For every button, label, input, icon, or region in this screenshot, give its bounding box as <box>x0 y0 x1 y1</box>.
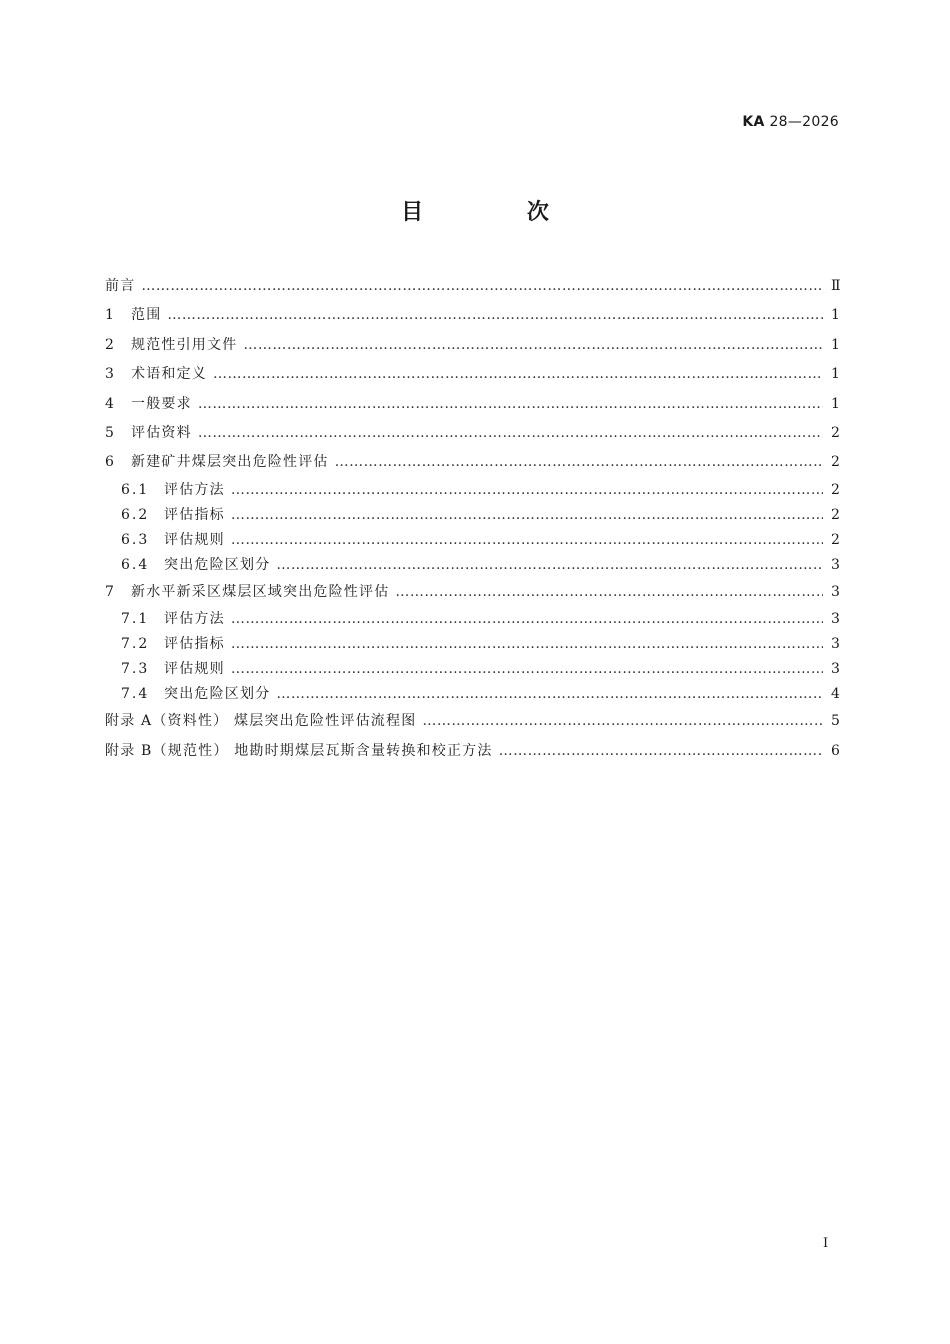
toc-entry-label: 一般要求 <box>131 395 192 412</box>
toc-entry-page: 2 <box>831 481 840 498</box>
toc-entry-label: 突出危险区划分 <box>164 686 271 703</box>
toc-leader <box>198 390 823 419</box>
toc-entry-number: 7.3 <box>121 661 150 678</box>
toc-entry-number: 6.4 <box>121 556 150 573</box>
toc-entry-2[interactable] <box>105 331 839 360</box>
toc-entry-label: 评估方法 <box>164 611 225 628</box>
toc-entry-number: 6.1 <box>121 481 150 498</box>
toc-entry-page: 3 <box>831 556 840 573</box>
document-code-prefix: KA <box>742 114 765 130</box>
toc-entry-label: 评估规则 <box>164 661 225 678</box>
toc-leader <box>276 553 823 578</box>
toc-leader <box>213 360 823 389</box>
toc-entry-label: 评估方法 <box>164 481 225 498</box>
toc-entry-7-2[interactable] <box>105 632 839 657</box>
toc-entry-page: 3 <box>831 636 840 653</box>
toc-entry-page: 1 <box>831 307 840 324</box>
toc-leader <box>276 682 823 707</box>
toc-entry-number: 6.3 <box>121 531 150 548</box>
toc-entry-page: 2 <box>831 424 840 441</box>
toc-entry-page: Ⅱ <box>831 278 841 294</box>
toc-entry-label: 评估指标 <box>164 506 225 523</box>
toc-entry-label: 术语和定义 <box>131 366 207 383</box>
toc-entry-label: 新水平新采区煤层区域突出危险性评估 <box>131 583 390 600</box>
toc-entry-foreword[interactable] <box>105 272 839 301</box>
toc-entry-page: 3 <box>831 661 840 678</box>
toc-entry-number: 7 <box>105 583 116 600</box>
toc-leader <box>231 528 823 553</box>
toc-entry-5[interactable] <box>105 419 839 448</box>
toc-entry-page: 2 <box>831 531 840 548</box>
toc-entry-6-4[interactable] <box>105 553 839 578</box>
toc-entry-6-1[interactable] <box>105 478 839 503</box>
toc-entry-6-3[interactable] <box>105 528 839 553</box>
toc-entry-page: 6 <box>831 742 840 759</box>
toc-leader <box>395 578 823 607</box>
toc-entry-4[interactable] <box>105 390 839 419</box>
toc-entry-number: 1 <box>105 307 116 324</box>
toc-entry-label: 评估指标 <box>164 636 225 653</box>
toc-entry-6-2[interactable] <box>105 503 839 528</box>
document-code <box>742 114 839 130</box>
toc-entry-page: 5 <box>831 713 840 730</box>
toc-entry-number: 4 <box>105 395 116 412</box>
toc-leader <box>231 478 823 503</box>
toc-entry-number: 5 <box>105 424 116 441</box>
toc-entry-number: 2 <box>105 336 116 353</box>
page-number: I <box>823 1236 829 1251</box>
toc-leader <box>499 737 823 766</box>
toc-entry-7-1[interactable] <box>105 607 839 632</box>
toc-entry-appendix-a[interactable] <box>105 707 839 736</box>
toc-entry-label: 附录 A（资料性） 煤层突出危险性评估流程图 <box>105 713 417 730</box>
toc-leader <box>141 272 823 301</box>
toc-entry-page: 3 <box>831 583 840 600</box>
toc-leader <box>198 419 823 448</box>
toc-leader <box>422 707 823 736</box>
toc-leader <box>231 607 823 632</box>
toc-entry-page: 3 <box>831 611 840 628</box>
toc-entry-label: 突出危险区划分 <box>164 556 271 573</box>
toc-entry-6[interactable] <box>105 448 839 477</box>
toc-entry-number: 7.2 <box>121 636 150 653</box>
toc-entry-7-4[interactable] <box>105 682 839 707</box>
toc-entry-number: 3 <box>105 366 116 383</box>
table-of-contents <box>105 272 839 766</box>
toc-entry-label: 规范性引用文件 <box>131 336 238 353</box>
toc-entry-7-3[interactable] <box>105 657 839 682</box>
toc-entry-label: 新建矿井煤层突出危险性评估 <box>131 454 329 471</box>
toc-entry-label: 附录 B（规范性） 地勘时期煤层瓦斯含量转换和校正方法 <box>105 742 493 759</box>
toc-entry-label: 评估资料 <box>131 424 192 441</box>
toc-entry-page: 2 <box>831 454 840 471</box>
toc-leader <box>231 657 823 682</box>
toc-entry-page: 1 <box>831 336 840 353</box>
toc-entry-7[interactable] <box>105 578 839 607</box>
toc-entry-page: 2 <box>831 506 840 523</box>
toc-leader <box>243 331 823 360</box>
toc-entry-page: 1 <box>831 366 840 383</box>
toc-entry-label: 评估规则 <box>164 531 225 548</box>
toc-leader <box>167 301 823 330</box>
toc-entry-number: 6 <box>105 454 116 471</box>
toc-entry-label: 前言 <box>105 278 136 294</box>
toc-leader <box>231 503 823 528</box>
toc-entry-appendix-b[interactable] <box>105 737 839 766</box>
toc-entry-number: 7.1 <box>121 611 150 628</box>
toc-entry-1[interactable] <box>105 301 839 330</box>
toc-entry-number: 7.4 <box>121 686 150 703</box>
toc-entry-page: 4 <box>831 686 840 703</box>
toc-entry-number: 6.2 <box>121 506 150 523</box>
toc-entry-label: 范围 <box>131 307 162 324</box>
toc-title: 目 次 <box>401 200 597 225</box>
toc-leader <box>335 448 823 477</box>
toc-entry-page: 1 <box>831 395 840 412</box>
toc-entry-3[interactable] <box>105 360 839 389</box>
document-code-number: 28—2026 <box>769 114 839 130</box>
toc-leader <box>231 632 823 657</box>
